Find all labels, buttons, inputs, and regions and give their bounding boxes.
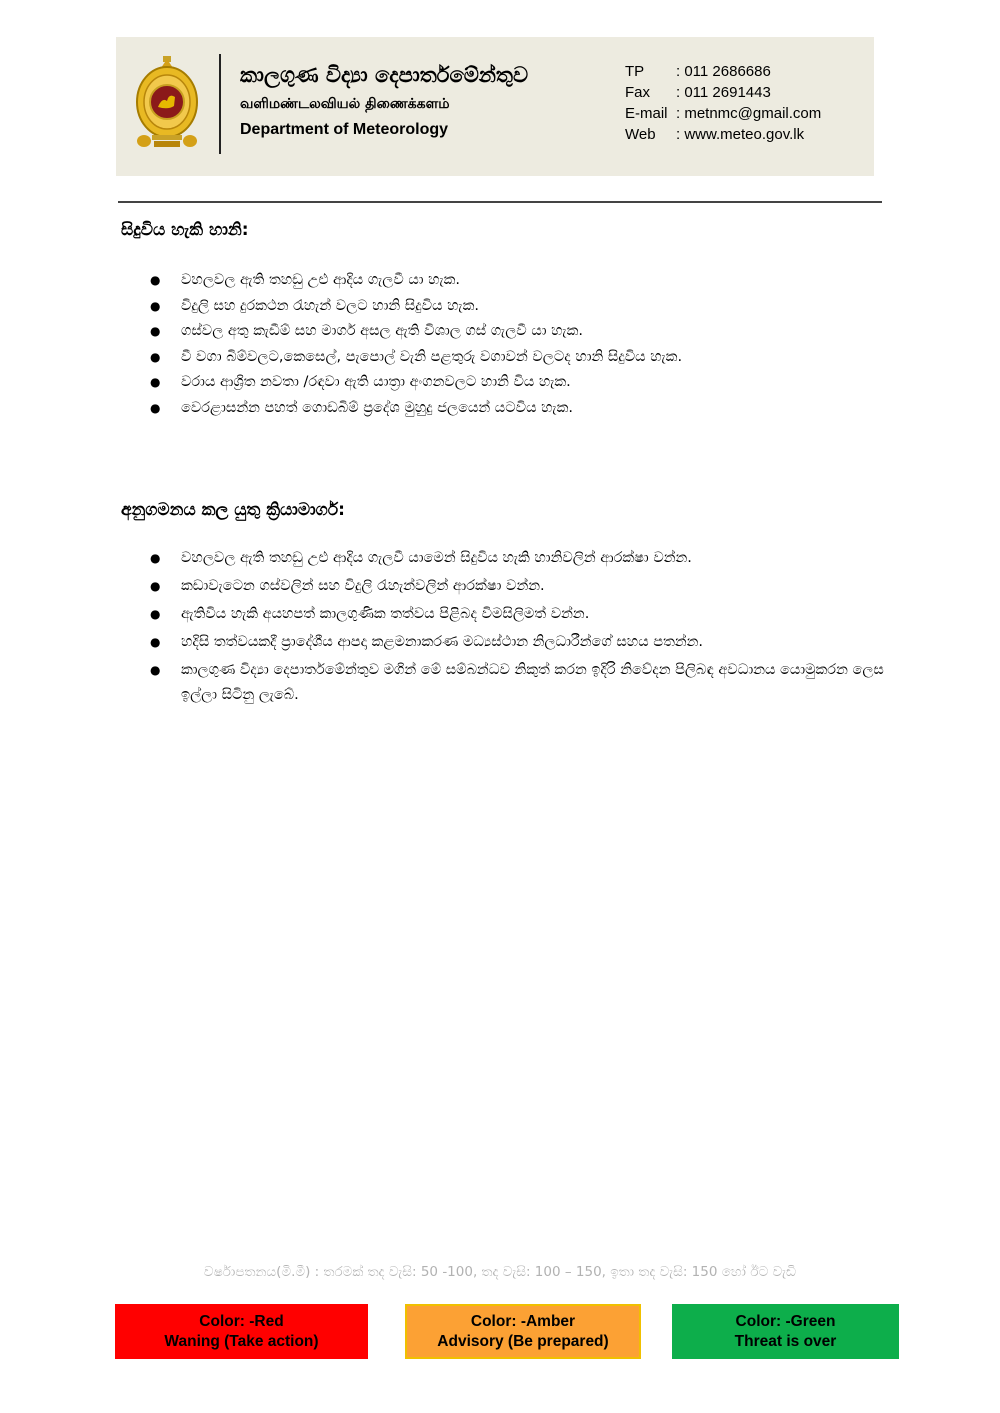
list-item: ● වී වගා බිම්වලට,කෙසෙල්, පැපොල් වැනි පළතුරු වගාවන් වලටද හානි සිදුවිය හැක.	[150, 345, 890, 371]
legend-meaning: Threat is over	[734, 1332, 837, 1350]
legend-color-label: Color: -Green	[735, 1312, 836, 1330]
legend-red	[115, 1304, 368, 1359]
list-item: ● ගස්වල අතු කැඩීම් සහ මාර්ග අසල ඇති විශාල ගස් ගැලවී යා හැක.	[150, 319, 890, 345]
contact-key: E-mail	[625, 105, 668, 122]
legend-green	[672, 1304, 899, 1359]
contact-value: : 011 2691443	[676, 84, 771, 101]
impacts-title: සිදුවිය හැකි හානි:	[121, 220, 249, 240]
list-item: ● කාලගුණ විද්‍යා දෙපාර්තමේන්තුව මගින් මේ සම්බන්ධව නිකුත් කරන ඉදිරි නිවේදන පිලිබඳ අවධානය යොමුකරන ලෙස ඉල්ලා සිටිනු ලැබේ.	[150, 658, 890, 708]
contact-email	[625, 103, 821, 124]
list-item: ● විදුලි සහ දුරකථන රැහැන් වලට හානි සිදුවිය හැක.	[150, 294, 890, 320]
actions-title: අනුගමනය කල යුතු ක්‍රියාමාර්ග:	[121, 500, 345, 520]
letterhead	[116, 37, 874, 176]
contact-web	[625, 124, 821, 145]
contact-value: : www.meteo.gov.lk	[676, 126, 805, 143]
contact-value: : 011 2686686	[676, 63, 771, 80]
sri-lanka-emblem-icon	[134, 55, 200, 151]
department-name-sinhala: කාලගුණ විද්‍යා දෙපාර්තමේන්තුව	[240, 63, 529, 87]
legend-meaning: Waning (Take action)	[164, 1332, 319, 1350]
list-item: ● වහලවල ඇති තහඩු උළු ආදිය ගැලවී යා හැක.	[150, 268, 890, 294]
list-item: ● කඩාවැටෙන ගස්වලින් සහ විදුලි රැහැන්වලින් ආරක්ෂා වන්න.	[150, 574, 890, 599]
contact-fax	[625, 82, 821, 103]
rainfall-scale: වර්ෂාපතනය(මි.මී) : තරමක් තද වැසි: 50 -100, තද වැසි: 100 – 150, ඉතා තද වැසි: 150 හෝ ඊට වැඩි	[203, 1264, 797, 1280]
department-name-tamil: வளிமண்டலவியல் திணைக்களம்	[240, 96, 450, 112]
header-divider	[219, 54, 221, 154]
legend-color-label: Color: -Amber	[470, 1312, 576, 1330]
list-item: ● වරාය ආශ්‍රිත නවතා /රඳවා ඇති යාත්‍රා අංගනවලට හානි විය හැක.	[150, 370, 890, 396]
contact-key: Web	[625, 126, 656, 143]
list-item: ● වහලවල ඇති තහඩු උළු ආදිය ගැලවී යාමෙන් සිදුවිය හැකි හානිවලින් ආරක්ෂා වන්න.	[150, 546, 890, 571]
contact-key: Fax	[625, 84, 651, 101]
legend-meaning: Advisory (Be prepared)	[437, 1332, 609, 1350]
list-item: ● වෙරළාසන්න පහත් ගොඩබිම් ප්‍රදේශ මුහුදු ජලයෙන් යටවිය හැක.	[150, 396, 890, 422]
list-item: ● ඇතිවිය හැකි අයහපත් කාලගුණික තත්වය පිළිබද විමසිලිමත් වන්න.	[150, 602, 890, 627]
contact-key: TP	[625, 63, 645, 80]
list-item: ● හදිසි තත්වයකදී ප්‍රාදේශීය ආපදා කළමනාකරණ මධ්‍යස්ථාන නිලධාරීන්ගේ සහය පතන්න.	[150, 630, 890, 655]
impacts-list	[150, 268, 890, 421]
horizontal-rule	[118, 201, 882, 203]
department-names	[240, 59, 528, 143]
contact-phone	[625, 61, 821, 82]
actions-list	[150, 546, 890, 711]
department-name-english: Department of Meteorology	[240, 121, 449, 138]
contact-block	[625, 61, 821, 145]
legend-amber	[405, 1304, 641, 1359]
legend-color-label: Color: -Red	[199, 1312, 284, 1330]
contact-value: : metnmc@gmail.com	[676, 105, 822, 122]
